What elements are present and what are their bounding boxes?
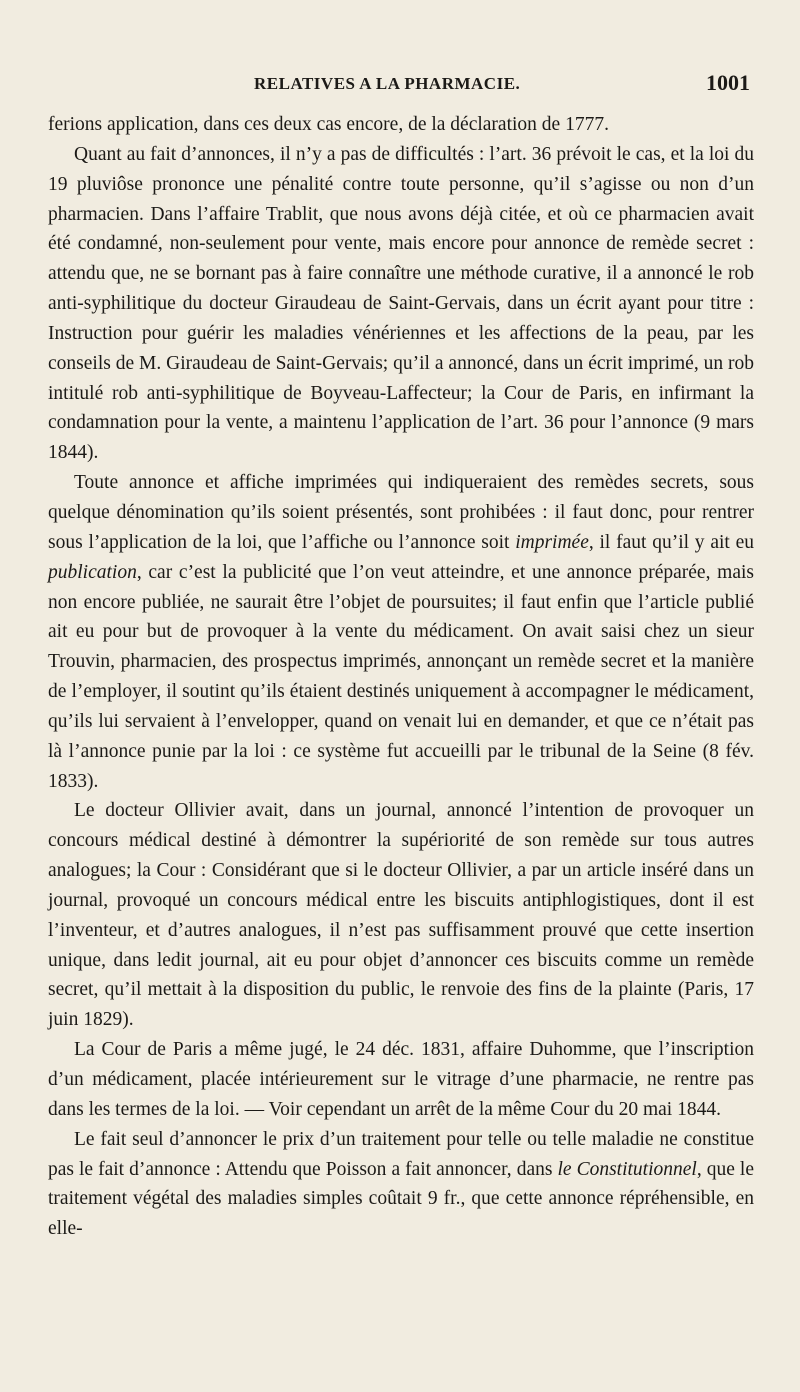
text-run: La Cour de Paris a même jugé, le 24 déc. 1831, affaire Duhomme, que l’inscription d’un médicament, placée intérieurement sur le vitrage d’une pharmacie, ne rentre pas dans les termes de la loi. — Voir cependant un arrêt de la même Cour du 20 mai 1844. xyxy=(48,1039,754,1120)
paragraph xyxy=(48,110,754,140)
paragraph xyxy=(48,796,754,1035)
running-head: RELATIVES A LA PHARMACIE. xyxy=(254,74,521,93)
text-run: , que le traitement végétal des maladies simples coûtait 9 fr., que cette annonce répréhensible, en elle- xyxy=(48,1158,754,1240)
text-run: ferions application, dans ces deux cas encore, de la déclaration de 1777. xyxy=(48,114,609,135)
paragraph xyxy=(48,140,754,468)
paragraph xyxy=(48,1125,754,1244)
body-text xyxy=(48,110,754,1244)
text-run: Quant au fait d’annonces, il n’y a pas de difficultés : l’art. 36 prévoit le cas, et la loi du 19 pluviôse prononce une pénalité contre toute personne, qu’il s’agisse ou non d’un pharmacien. Dans l’affaire Trablit, que nous avons déjà citée, et où ce pharmacien avait été condamné, non-seulement pour vente, mais encore pour annonce de remède secret : attendu que, ne se bornant pas à faire connaître une méthode curative, il a annoncé le rob anti-syphilitique du docteur Giraudeau de Saint-Gervais, dans un écrit ayant pour titre : Instruction pour guérir les maladies vénériennes et les affections de la peau, par les conseils de M. Giraudeau de Saint-Gervais; qu’il a annoncé, dans un écrit imprimé, un rob intitulé rob anti-syphilitique de Boyveau-Laffecteur; la Cour de Paris, en infirmant la condamnation pour la vente, a maintenu l’application de l’art. 36 pour l’annonce (9 mars 1844). xyxy=(48,143,754,464)
text-run: , il faut qu’il y ait eu xyxy=(588,531,754,553)
italic-text: imprimée xyxy=(515,531,589,553)
page-header xyxy=(0,68,800,98)
text-run: Le docteur Ollivier avait, dans un journal, annoncé l’intention de provoquer un concours médical destiné à démontrer la supériorité de son remède sur tous autres analogues; la Cour : Considérant que si le docteur Ollivier, a par un article inséré dans un journal, provoqué un concours médical entre les biscuits antiphlogistiques, dont il est l’inventeur, et d’autres analogues, il n’est pas suffisamment prouvé que cette insertion unique, dans ledit journal, ait eu pour objet d’annoncer ces biscuits comme un remède secret, qu’il mettait à la disposition du public, le renvoie des fins de la plainte (Paris, 17 juin 1829). xyxy=(48,800,754,1031)
paragraph xyxy=(48,468,754,796)
italic-text: le Constitutionnel xyxy=(557,1158,697,1180)
page-number: 1001 xyxy=(706,70,750,95)
text-run: , car c’est la publicité que l’on veut atteindre, et une annonce préparée, mais non encore publiée, ne saurait être l’objet de poursuites; il faut enfin que l’article publié ait eu pour but de provoquer à la vente du médicament. On avait saisi chez un sieur Trouvin, pharmacien, des prospectus imprimés, annonçant un remède secret et la manière de l’employer, il soutint qu’ils étaient destinés uniquement à accompagner le médicament, qu’ils lui servaient à l’envelopper, quand on venait lui en demander, et que ce n’était pas là l’annonce punie par la loi : ce système fut accueilli par le tribunal de la Seine (8 fév. 1833). xyxy=(48,561,754,792)
text-run: Le fait seul d’annoncer le prix d’un traitement pour telle ou telle maladie ne constitue pas le fait d’annonce : Attendu que Poisson a fait annoncer, dans xyxy=(48,1128,754,1180)
italic-text: publication xyxy=(48,561,137,583)
text-run: Toute annonce et affiche imprimées qui indiqueraient des remèdes secrets, sous quelque dénomination qu’ils soient présentés, sont prohibées : il faut donc, pour rentrer sous l’application de la loi, que l’affiche ou l’annonce soit xyxy=(48,472,754,553)
paragraph xyxy=(48,1035,754,1125)
